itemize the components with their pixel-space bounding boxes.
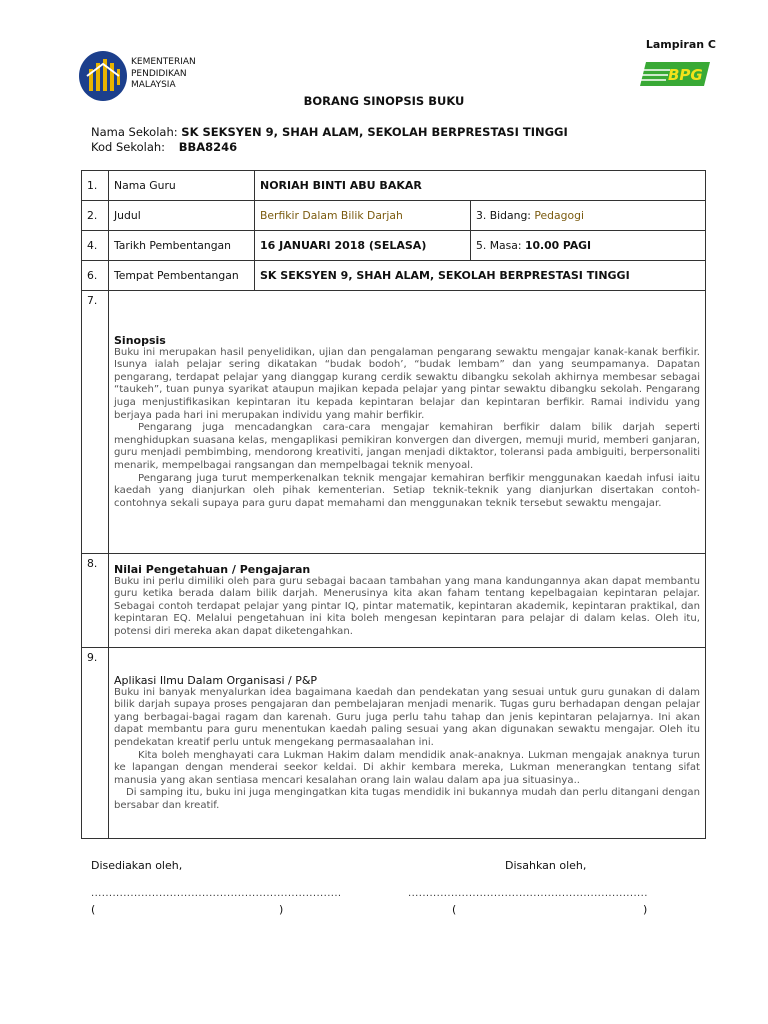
teacher-name-value: NORIAH BINTI ABU BAKAR xyxy=(255,171,706,201)
time-value: 10.00 PAGI xyxy=(524,239,592,252)
synopsis-section xyxy=(109,291,706,554)
prepared-signature-line: ...................................................................... xyxy=(91,888,342,899)
ministry-line-3: MALAYSIA xyxy=(131,80,176,90)
prepared-paren-open: ( xyxy=(91,903,96,916)
knowledge-value-section xyxy=(109,554,706,648)
prepared-by-label: Disediakan oleh, xyxy=(91,859,183,872)
table-row xyxy=(82,261,706,291)
ministry-line-2: PENDIDIKAN xyxy=(131,68,187,79)
bpg-logo xyxy=(640,58,712,90)
synopsis-paragraph: Pengarang juga turut memperkenalkan teknik mengajar kemahiran berfikir menggunakan kaedah infusi iaitu kaedah yang dianjurkan oleh pihak kementerian. Setiap teknik-teknik yang dianjurkan disertakan contoh-contohnya sekali supaya para guru dapat memahami dan menggunakan teknik tersebut sewaktu mengajar. xyxy=(114,472,700,509)
synopsis-heading: Sinopsis xyxy=(114,333,166,347)
venue-label: Tempat Pembentangan xyxy=(109,261,255,291)
approved-paren-open: ( xyxy=(452,903,457,916)
table-row xyxy=(82,171,706,201)
approved-by-label: Disahkan oleh, xyxy=(505,859,587,872)
teacher-name-label: Nama Guru xyxy=(109,171,255,201)
field-cell xyxy=(471,201,706,231)
time-label: 5. Masa: xyxy=(476,239,525,252)
application-paragraph: Buku ini banyak menyalurkan idea bagaimana kaedah dan pendekatan yang sesuai untuk guru gunakan di dalam bilik darjah supaya proses pengajaran dan pembelajaran menjadi menarik. Tugas guru berhadapan dengan pelajar yang berbagai-bagai ragam dan karenah. Guru juga perlu tahu tahap dan jenis kepintaran pelajarnya. Ini akan dapat membantu para guru menentukan kaedah paling sesuai yang akan digunakan sewaktu mengajar. Oleh itu pendekatan kreatif perlu untuk mengekang permasaalahan ini. xyxy=(114,686,700,748)
row-number: 8. xyxy=(82,554,109,648)
attachment-label: Lampiran C xyxy=(645,38,716,51)
row-number: 2. xyxy=(82,201,109,231)
title-label: Judul xyxy=(109,201,255,231)
prepared-paren-close: ) xyxy=(279,903,284,916)
field-value: Pedagogi xyxy=(534,209,584,222)
time-cell xyxy=(471,231,706,261)
synopsis-paragraph: Buku ini merupakan hasil penyelidikan, ujian dan pengalaman pengarang sewaktu mengajar kanak-kanak berfikir. Isunya ialah pelajar sering dikatakan “budak bodoh’, “budak lembam” dan yang seumpamanya. Dapatan pengarang, terdapat pelajar yang dianggap kurang cerdik sewaktu dibangku sekolah akhirnya membesar sebagai “taukeh”, tuan punya syarikat ataupun majikan kepada pelajar yang pintar sewaktu dibangku sekolah. Pengarang juga menjustifikasikan kepintaran itu kepada kepintaran belajar dan kepintaran berfikir. Ramai individu yang berjaya pada hari ini merupakan individu yang mahir berfikir. xyxy=(114,346,700,421)
application-paragraph: Di samping itu, buku ini juga mengingatkan kita tugas mendidik ini bukannya mudah dan perlu ditangani dengan bersabar dan kreatif. xyxy=(114,787,701,811)
approved-signature-line: ................................................................... xyxy=(408,888,648,899)
synopsis-paragraph: Pengarang juga mencadangkan cara-cara mengajar kemahiran berfikir dalam bilik darjah seperti menghidupkan suasana kelas, mengaplikasi pemikiran konvergen dan divergen, memuji murid, memberi ganjaran, guru menjadi pembimbing, mendorong kreativiti, jangan menjadi diktaktor, toleransi pada ambiguiti, berpersonaliti menarik, mempelbagai rangsangan dan mempelbagai teknik menyoal. xyxy=(114,422,700,471)
application-paragraph: Kita boleh menghayati cara Lukman Hakim dalam mendidik anak-anaknya. Lukman mengajak anaknya turun ke lapangan dengan menderai seekor keldai. Di akhir kembara mereka, Lukman menerangkan tentang sifat manusia yang akan sentiasa mencari kesalahan orang lain walau dalam apa jua situasinya.. xyxy=(114,749,700,786)
school-name-label: Nama Sekolah: xyxy=(91,125,178,139)
application-section xyxy=(109,648,706,839)
application-heading: Aplikasi Ilmu Dalam Organisasi / P&P xyxy=(114,673,318,687)
bpg-logo-text: BPG xyxy=(668,66,703,84)
table-row xyxy=(82,231,706,261)
date-value: 16 JANUARI 2018 (SELASA) xyxy=(255,231,471,261)
school-info xyxy=(91,125,568,154)
table-row xyxy=(82,648,706,839)
venue-value: SK SEKSYEN 9, SHAH ALAM, SEKOLAH BERPRESTASI TINGGI xyxy=(255,261,706,291)
school-name-value: SK SEKSYEN 9, SHAH ALAM, SEKOLAH BERPRESTASI TINGGI xyxy=(181,125,568,139)
approved-paren-close: ) xyxy=(643,903,648,916)
ministry-name xyxy=(131,57,196,92)
form-title: BORANG SINOPSIS BUKU xyxy=(303,94,465,108)
row-number: 7. xyxy=(82,291,109,554)
knowledge-value-heading: Nilai Pengetahuan / Pengajaran xyxy=(114,562,311,576)
school-code-value: BBA8246 xyxy=(178,139,238,154)
synopsis-table xyxy=(81,170,706,839)
table-row xyxy=(82,201,706,231)
table-row xyxy=(82,554,706,648)
row-number: 6. xyxy=(82,261,109,291)
date-label: Tarikh Pembentangan xyxy=(109,231,255,261)
table-row xyxy=(82,291,706,554)
row-number: 1. xyxy=(82,171,109,201)
book-title-value: Berfikir Dalam Bilik Darjah xyxy=(255,201,471,231)
school-code-label: Kod Sekolah: xyxy=(91,139,166,154)
knowledge-value-paragraph: Buku ini perlu dimiliki oleh para guru sebagai bacaan tambahan yang mana kandungannya akan dapat membantu guru ketika berada dalam bilik darjah. Menerusinya kita akan faham tentang kepelbagaian kepintaran pelajar. Sebagai contoh terdapat pelajar yang pintar IQ, pintar matematik, kepintaran akademik, kepintaran praktikal, dan kepintaran EQ. Melalui pengetahuan ini kita boleh mengesan kepintaran para pelajar di dalam kelas. Oleh itu, potensi diri mereka akan dapat diketengahkan. xyxy=(114,575,700,637)
field-label: 3. Bidang: xyxy=(476,209,535,222)
row-number: 4. xyxy=(82,231,109,261)
row-number: 9. xyxy=(82,648,109,839)
ministry-line-1: KEMENTERIAN xyxy=(131,57,196,67)
